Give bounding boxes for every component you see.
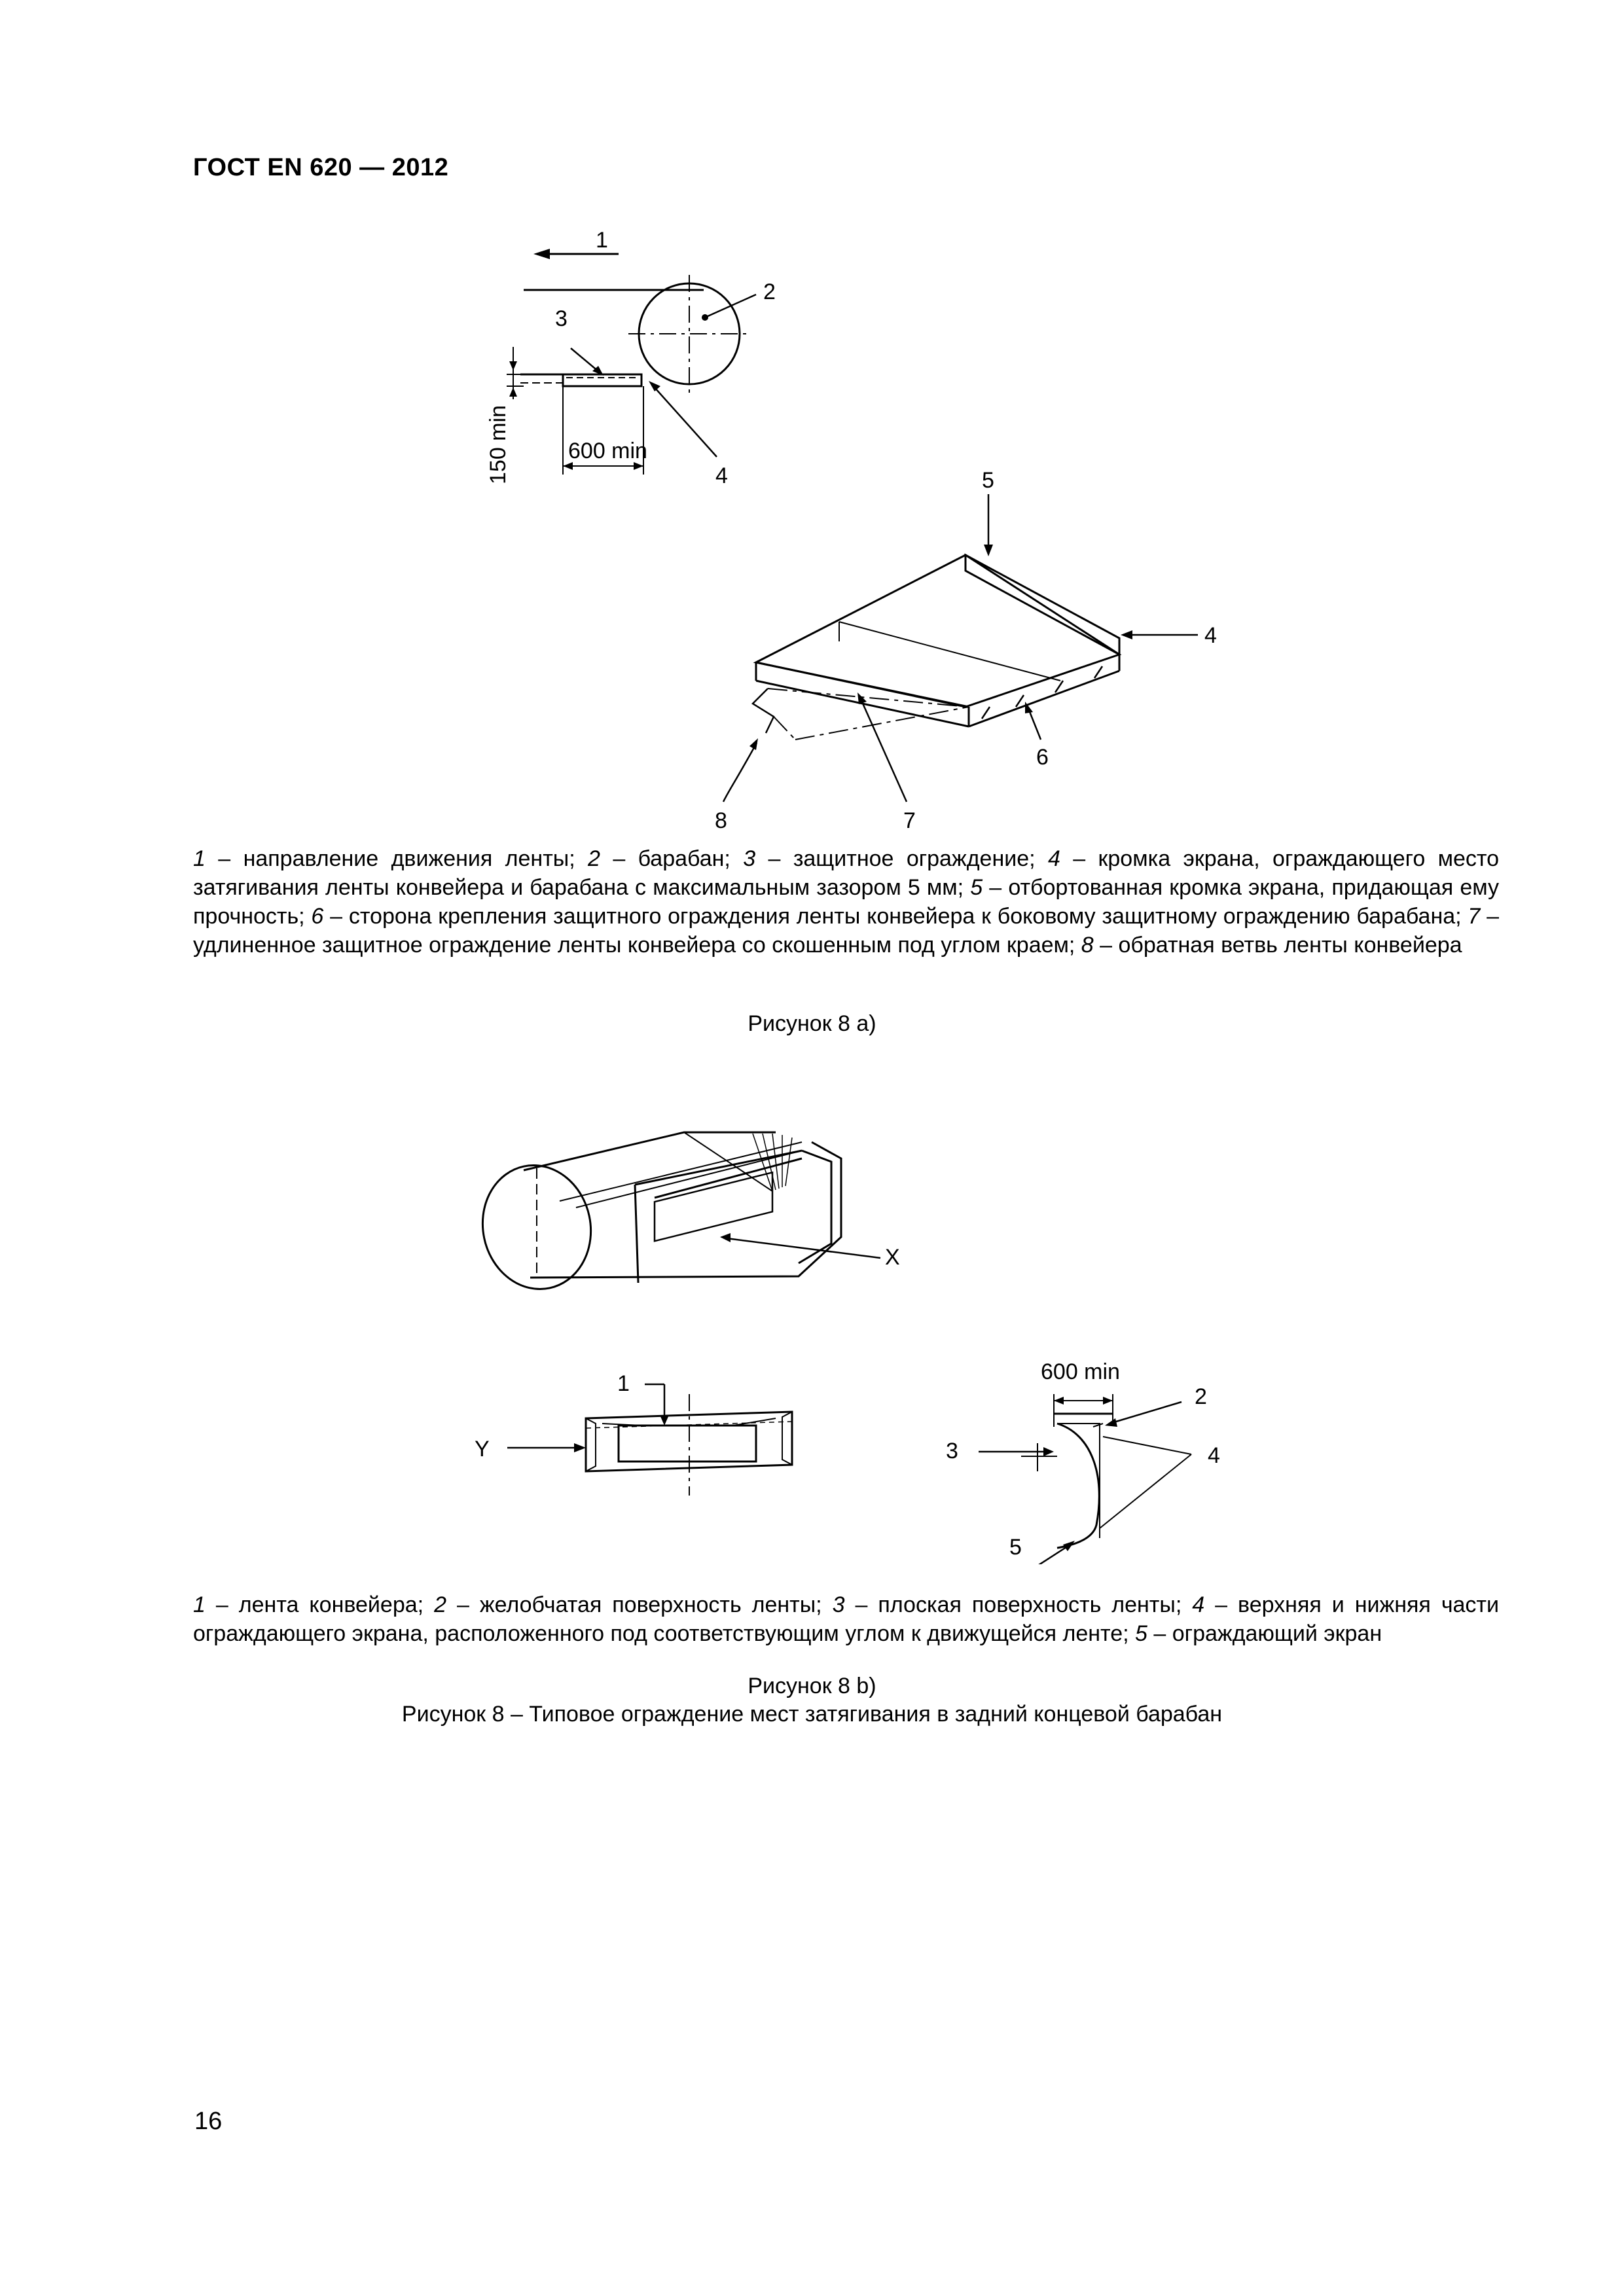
figure-8a-legend bbox=[193, 844, 1499, 960]
document-header: ГОСТ EN 620 — 2012 bbox=[193, 154, 449, 181]
dimension-150: 150 min bbox=[486, 405, 511, 484]
callout-7: 7 bbox=[903, 808, 916, 833]
callout-x: X bbox=[885, 1245, 900, 1270]
legend-a-num-2: 2 bbox=[588, 846, 600, 871]
figure-8a-drawing bbox=[458, 209, 1276, 838]
legend-b-num-2: 2 bbox=[434, 1592, 447, 1617]
callout-4-iso: 4 bbox=[1204, 623, 1217, 648]
legend-b-num-1: 1 bbox=[193, 1592, 206, 1617]
callout-4-top: 4 bbox=[715, 463, 728, 488]
legend-b-num-3: 3 bbox=[832, 1592, 845, 1617]
callout-y: Y bbox=[475, 1437, 490, 1462]
legend-a-text-2: – барабан; bbox=[600, 846, 744, 871]
legend-b-text-3: – плоская поверхность ленты; bbox=[844, 1592, 1193, 1617]
legend-b-text-5: – ограждающий экран bbox=[1147, 1621, 1382, 1646]
legend-b-text-2: – желобчатая поверхность ленты; bbox=[446, 1592, 833, 1617]
legend-a-text-5: – отбортованная кромка экрана, придающая ему прочность; bbox=[193, 875, 1499, 929]
callout-b2: 2 bbox=[1195, 1384, 1207, 1409]
figure-8b-drawing bbox=[445, 1093, 1270, 1564]
legend-b-num-4: 4 bbox=[1192, 1592, 1205, 1617]
callout-b5: 5 bbox=[1009, 1535, 1022, 1560]
callout-1: 1 bbox=[596, 228, 608, 253]
legend-a-text-4: – кромка экрана, ограждающего место затягивания ленты конвейера и барабана с максимальным зазором 5 мм; bbox=[193, 846, 1499, 900]
page-number: 16 bbox=[194, 2108, 223, 2135]
legend-a-text-3: – защитное ограждение; bbox=[755, 846, 1048, 871]
legend-a-num-1: 1 bbox=[193, 846, 206, 871]
callout-6: 6 bbox=[1036, 745, 1049, 770]
figure-8a-caption: Рисунок 8 a) bbox=[748, 1011, 876, 1036]
callout-8: 8 bbox=[715, 808, 727, 833]
callout-2: 2 bbox=[763, 279, 776, 304]
figure-8b-caption: Рисунок 8 b) bbox=[748, 1674, 876, 1698]
legend-a-num-6: 6 bbox=[311, 904, 324, 929]
callout-b1: 1 bbox=[617, 1371, 630, 1396]
legend-a-num-8: 8 bbox=[1081, 933, 1094, 958]
legend-a-text-6: – сторона крепления защитного ограждения ленты конвейера к боковому защитному ограждению барабана; bbox=[323, 904, 1468, 929]
dimension-600-b: 600 min bbox=[1041, 1359, 1120, 1384]
callout-b4: 4 bbox=[1208, 1443, 1220, 1468]
figure-8b-legend bbox=[193, 1590, 1499, 1648]
legend-b-text-4: – верхняя и нижняя части ограждающего экрана, расположенного под соответствующим углом к движущейся ленте; bbox=[193, 1592, 1500, 1646]
legend-a-num-5: 5 bbox=[970, 875, 983, 900]
callout-3: 3 bbox=[555, 306, 568, 331]
legend-a-text-1: – направление движения ленты; bbox=[205, 846, 588, 871]
legend-a-text-7: – удлиненное защитное ограждение ленты конвейера со скошенным под углом краем; bbox=[193, 904, 1500, 958]
legend-a-num-4: 4 bbox=[1047, 846, 1060, 871]
dimension-600: 600 min bbox=[568, 439, 647, 463]
callout-b3: 3 bbox=[946, 1439, 958, 1463]
legend-a-num-3: 3 bbox=[743, 846, 756, 871]
callout-5: 5 bbox=[982, 468, 994, 493]
legend-b-num-5: 5 bbox=[1135, 1621, 1147, 1646]
figure-8-title: Рисунок 8 – Типовое ограждение мест затягивания в задний концевой барабан bbox=[401, 1702, 1223, 1727]
legend-b-text-1: – лента конвейера; bbox=[205, 1592, 435, 1617]
legend-a-text-8: – обратная ветвь ленты конвейера bbox=[1093, 933, 1462, 958]
legend-a-num-7: 7 bbox=[1468, 904, 1481, 929]
